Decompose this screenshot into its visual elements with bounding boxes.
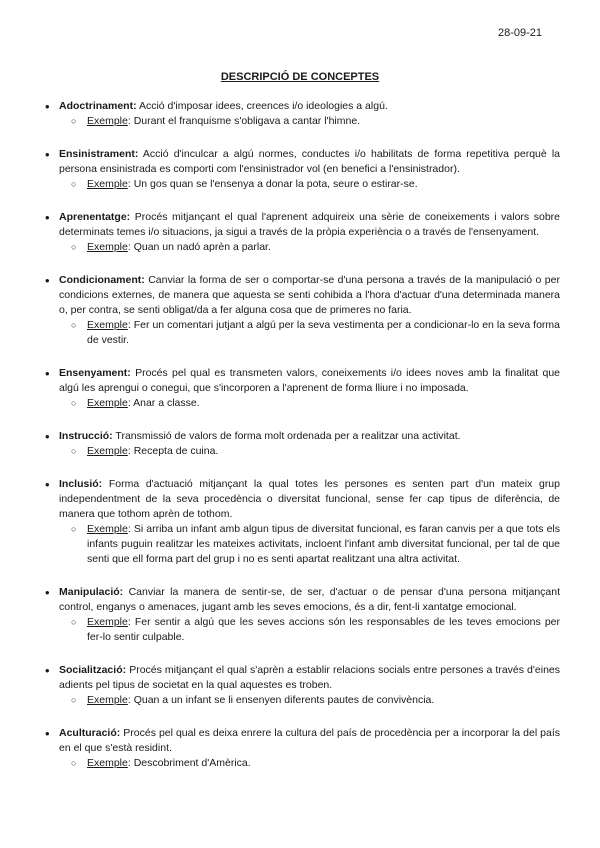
concept-item bbox=[44, 366, 560, 411]
example-text: Fer sentir a algú que les seves accions són les responsables de les teves emocions per fer-lo sentir culpable. bbox=[87, 616, 560, 643]
example-label: Exemple bbox=[87, 241, 128, 253]
page-title: DESCRIPCIÓ DE CONCEPTES bbox=[220, 71, 380, 83]
example-label: Exemple bbox=[87, 445, 128, 457]
concept-item bbox=[44, 147, 560, 192]
concept-term: Instrucció: bbox=[59, 430, 113, 442]
concept-term: Ensenyament: bbox=[59, 367, 131, 379]
concept-example: ○ Exemple: Recepta de cuina. bbox=[44, 444, 560, 459]
concept-term: Condicionament: bbox=[59, 274, 145, 286]
concept-item bbox=[44, 210, 560, 255]
concept-term: Ensinistrament: bbox=[59, 148, 139, 160]
concept-item bbox=[44, 585, 560, 645]
concept-definition bbox=[44, 585, 560, 615]
example-text: Descobriment d'Amèrica. bbox=[133, 757, 251, 769]
concept-example: ○ Exemple: Un gos quan se l'ensenya a donar la pota, seure o estirar-se. bbox=[44, 177, 560, 192]
example-text: Fer un comentari jutjant a algú per la seva vestimenta per a condicionar-lo en la seva forma de vestir. bbox=[87, 319, 560, 346]
concept-item bbox=[44, 273, 560, 348]
example-text: Quan a un infant se li ensenyen diferents pautes de convivència. bbox=[133, 694, 435, 706]
example-text: Durant el franquisme s'obligava a cantar l'himne. bbox=[133, 115, 361, 127]
concept-term: Aculturació: bbox=[59, 727, 121, 739]
concept-definition bbox=[44, 273, 560, 318]
concept-example: ○ Exemple: Quan a un infant se li ensenyen diferents pautes de convivència. bbox=[44, 693, 560, 708]
concept-item bbox=[44, 726, 560, 771]
concept-definition bbox=[44, 477, 560, 522]
example-text: Anar a classe. bbox=[133, 397, 200, 409]
example-text: Si arriba un infant amb algun tipus de diversitat funcional, es faran canvis per a que tots els infants puguin realitzar les mateixes activitats, incloent l'infant amb diversitat funcional, per tal de que senti que ell forma part del grup i no es senti apartat realitzant una altra activitat. bbox=[87, 523, 560, 565]
concept-definition bbox=[44, 726, 560, 756]
definition-text: Forma d'actuació mitjançant la qual totes les persones es senten part d'un mateix grup independentment de la seva procedència o diversitat funcional, sense fer cap tipus de diferència, de manera que tothom aprèn de tothom. bbox=[59, 478, 560, 520]
definition-text: Procés pel qual es transmeten valors, coneixements i/o idees noves amb la finalitat que algú les aprengui o conegui, que s'incorporen a l'aprenent de forma lliure i no imposada. bbox=[59, 367, 561, 394]
concept-example: ○ Exemple: Anar a classe. bbox=[44, 396, 560, 411]
example-label: Exemple bbox=[87, 694, 128, 706]
definition-text: Procés mitjançant el qual s'aprèn a establir relacions socials entre persones a través d'eines adients pel tipus de societat en la qual aquestes es troben. bbox=[59, 664, 561, 691]
example-label: Exemple bbox=[87, 397, 128, 409]
definition-text: Acció d'imposar idees, creences i/o ideologies a algú. bbox=[138, 100, 388, 112]
concept-definition bbox=[44, 99, 560, 114]
concept-example: ○ Exemple: Descobriment d'Amèrica. bbox=[44, 756, 560, 771]
example-label: Exemple bbox=[87, 319, 128, 331]
example-text: Quan un nadó aprèn a parlar. bbox=[133, 241, 271, 253]
document-date: 28-09-21 bbox=[497, 27, 542, 39]
concept-list bbox=[44, 99, 560, 789]
definition-text: Acció d'inculcar a algú normes, conductes i/o habilitats de forma repetitiva perquè la persona ensinistrada es comporti com l'ensinistrador vol (en benefici a l'ensinistrador). bbox=[59, 148, 561, 175]
concept-term: Socialització: bbox=[59, 664, 127, 676]
concept-item bbox=[44, 663, 560, 708]
concept-term: Aprenentatge: bbox=[59, 211, 131, 223]
concept-item bbox=[44, 477, 560, 567]
example-text: Un gos quan se l'ensenya a donar la pota, seure o estirar-se. bbox=[133, 178, 418, 190]
concept-item bbox=[44, 429, 560, 459]
definition-text: Transmissió de valors de forma molt ordenada per a realitzar una activitat. bbox=[115, 430, 461, 442]
definition-text: Procés mitjançant el qual l'aprenent adquireix una sèrie de coneixements i valors sobre determinats temes i/o situacions, ja sigui a través de la pròpia experiència o a través de l'ensenyament. bbox=[59, 211, 560, 238]
concept-definition bbox=[44, 429, 560, 444]
concept-example: ○ Exemple: Si arriba un infant amb algun tipus de diversitat funcional, es faran canvis per a que tots els infants puguin realitzar les mateixes activitats, incloent l'infant amb diversitat funcional, per tal de que senti que ell forma part del grup i no es senti apartat realitzant una altra activitat. bbox=[44, 522, 560, 567]
concept-example: ○ Exemple: Fer sentir a algú que les seves accions són les responsables de les teves emocions per fer-lo sentir culpable. bbox=[44, 615, 560, 645]
example-label: Exemple bbox=[87, 115, 128, 127]
concept-example: ○ Exemple: Quan un nadó aprèn a parlar. bbox=[44, 240, 560, 255]
concept-definition bbox=[44, 663, 560, 693]
example-label: Exemple bbox=[87, 616, 128, 628]
concept-term: Manipulació: bbox=[59, 586, 124, 598]
example-label: Exemple bbox=[87, 523, 128, 535]
concept-definition bbox=[44, 210, 560, 240]
example-label: Exemple bbox=[87, 178, 128, 190]
concept-example: ○ Exemple: Fer un comentari jutjant a algú per la seva vestimenta per a condicionar-lo en la seva forma de vestir. bbox=[44, 318, 560, 348]
definition-text: Procés pel qual es deixa enrere la cultura del país de procedència per a incorporar la del país en el que s'està residint. bbox=[59, 727, 560, 754]
concept-term: Adoctrinament: bbox=[59, 100, 137, 112]
definition-text: Canviar la manera de sentir-se, de ser, d'actuar o de pensar d'una persona mitjançant control, enganys o amenaces, jugant amb les seves emocions, és a dir, fent-li xantatge emocional. bbox=[59, 586, 560, 613]
example-text: Recepta de cuina. bbox=[133, 445, 219, 457]
definition-text: Canviar la forma de ser o comportar-se d'una persona a través de la manipulació o per condicions externes, de manera que aquesta se senti cohibida a l'hora d'actuar d'una determinada manera o, per contra, se senti obligat/da a fer alguna cosa que de primeres no faria. bbox=[59, 274, 560, 316]
concept-example: ○ Exemple: Durant el franquisme s'obligava a cantar l'himne. bbox=[44, 114, 560, 129]
concept-definition bbox=[44, 147, 560, 177]
example-label: Exemple bbox=[87, 757, 128, 769]
concept-item bbox=[44, 99, 560, 129]
concept-term: Inclusió: bbox=[59, 478, 103, 490]
concept-definition bbox=[44, 366, 560, 396]
